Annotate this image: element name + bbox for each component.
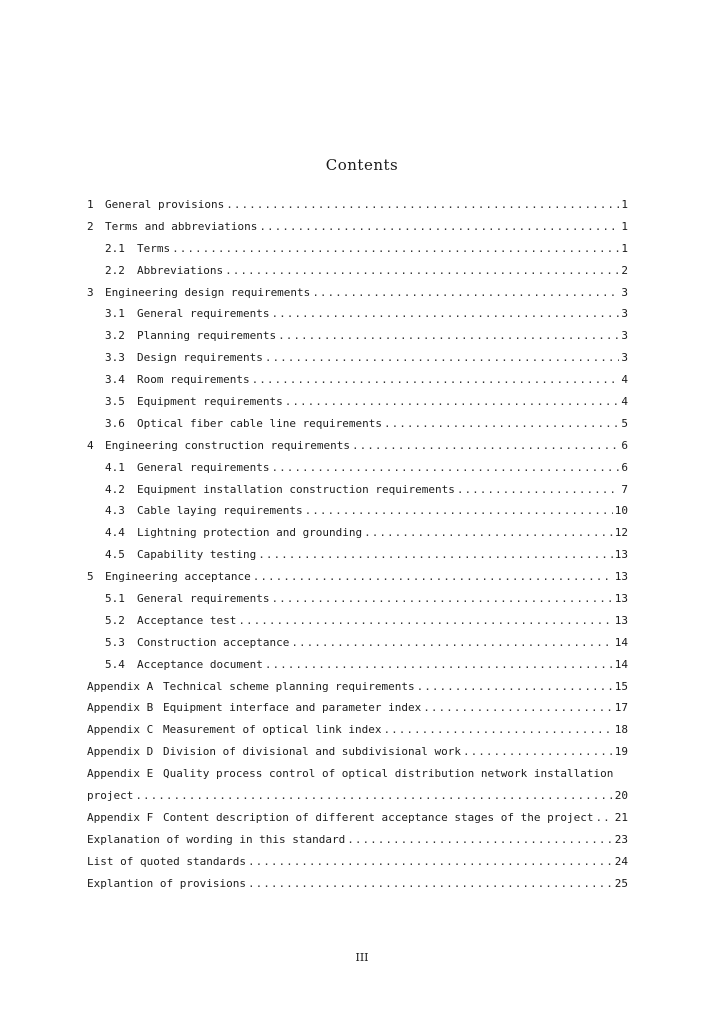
toc-entry-number: 2.2 [105,263,125,277]
toc-entry[interactable] [87,592,628,614]
toc-dot-leader [271,592,612,605]
toc-entry-number: Appendix E [87,767,154,781]
toc-dot-leader [423,701,612,714]
toc-entry[interactable] [87,658,628,680]
toc-entry-title: Quality process control of optical distribution network installation [163,767,614,781]
toc-dot-leader [291,636,612,649]
toc-entry-page: 21 [614,810,628,824]
toc-entry-title: Equipment interface and parameter index [163,701,422,715]
toc-entry-number: Appendix F [87,810,154,824]
toc-entry-number: 4.2 [105,482,125,496]
toc-dot-leader [364,526,613,539]
toc-entry[interactable] [87,329,628,351]
toc-entry[interactable] [87,373,628,395]
toc-entry-title: General requirements [137,460,270,474]
toc-entry-page: 13 [614,613,628,627]
toc-entry[interactable] [87,395,628,417]
toc-entry-page: 13 [614,592,628,606]
toc-entry-page: 14 [614,635,628,649]
toc-entry-page: 7 [621,482,628,496]
toc-entry-title: Cable laying requirements [137,504,303,518]
toc-dot-leader [463,745,613,758]
toc-entry-number: 5 [87,570,94,584]
toc-entry-number: 3.6 [105,416,125,430]
toc-entry-number: 1 [87,198,94,211]
toc-entry-page: 4 [621,395,628,409]
toc-entry-title: Room requirements [137,373,250,387]
toc-dot-leader [248,877,613,890]
toc-dot-leader [595,811,612,824]
toc-entry-page: 1 [621,219,628,233]
table-of-contents [87,198,628,899]
toc-dot-leader [457,483,619,496]
toc-entry-page: 14 [614,657,628,671]
toc-entry-page: 3 [621,307,628,321]
toc-entry[interactable] [87,242,628,264]
toc-entry-number: 2 [87,219,94,233]
toc-entry-number: 4.5 [105,548,125,562]
toc-entry-page: 2 [621,263,628,277]
toc-entry-page: 4 [621,373,628,387]
toc-entry-page: 18 [614,723,628,737]
toc-entry-title: Lightning protection and grounding [137,526,363,540]
toc-entry[interactable] [87,417,628,439]
toc-entry-number: 3.3 [105,351,125,365]
toc-entry-page: 1 [621,198,628,211]
toc-entry-page: 17 [614,701,628,715]
toc-entry-page: 6 [621,438,628,452]
toc-entry-page: 23 [614,832,628,846]
toc-entry-title: project [87,789,134,803]
toc-entry-number: 4 [87,438,94,452]
toc-entry-page: 10 [614,504,628,518]
toc-dot-leader [417,680,613,693]
toc-entry-page: 12 [614,526,628,540]
toc-dot-leader [285,395,620,408]
toc-entry-title: Measurement of optical link index [163,723,382,737]
toc-dot-leader [252,373,620,386]
toc-entry-number: 3.5 [105,395,125,409]
toc-dot-leader [248,855,613,868]
toc-entry-title: Design requirements [137,351,263,365]
toc-dot-leader [238,614,612,627]
toc-dot-leader [384,417,619,430]
toc-dot-leader [278,329,619,342]
toc-entry-title: Explantion of provisions [87,876,246,890]
toc-entry-title: Engineering construction requirements [105,438,351,452]
toc-entry[interactable] [87,701,628,723]
toc-entry-page: 19 [614,745,628,759]
toc-dot-leader [259,220,619,233]
toc-entry-title: General requirements [137,307,270,321]
toc-entry-number: 3.2 [105,329,125,343]
toc-entry[interactable] [87,745,628,767]
toc-entry[interactable] [87,570,628,592]
toc-entry-title: Engineering design requirements [105,285,311,299]
toc-entry[interactable] [87,548,628,570]
toc-dot-leader [271,461,619,474]
toc-entry[interactable] [87,855,628,877]
toc-entry-title: Abbreviations [137,263,224,277]
toc-entry[interactable] [87,877,628,899]
toc-dot-leader [312,286,619,299]
toc-entry-title: Terms and abbreviations [105,219,258,233]
toc-entry-page: 24 [614,854,628,868]
toc-entry-page: 1 [621,241,628,255]
toc-entry-page: 15 [614,679,628,693]
toc-entry-number: Appendix C [87,723,154,737]
toc-entry-title: Planning requirements [137,329,277,343]
toc-dot-leader [253,570,613,583]
toc-entry-page: 5 [621,416,628,430]
toc-dot-leader [135,789,612,802]
toc-entry[interactable] [87,636,628,658]
toc-entry-number: 5.4 [105,657,125,671]
toc-entry[interactable] [87,483,628,505]
toc-entry-number: 2.1 [105,241,125,255]
toc-dot-leader [271,307,619,320]
toc-entry-page: 13 [614,570,628,584]
toc-entry-title: Construction acceptance [137,635,290,649]
toc-entry-title: Acceptance test [137,613,237,627]
toc-entry-title: Equipment requirements [137,395,283,409]
toc-entry-title: Engineering acceptance [105,570,251,584]
toc-entry-title: Equipment installation construction requirements [137,482,455,496]
toc-entry-page: 20 [614,789,628,803]
toc-entry[interactable] [87,504,628,526]
toc-dot-leader [384,723,613,736]
toc-entry-title: Optical fiber cable line requirements [137,416,383,430]
toc-entry-number: Appendix B [87,701,154,715]
toc-entry[interactable] [87,439,628,461]
toc-entry[interactable] [87,833,628,855]
toc-entry[interactable] [87,680,628,702]
toc-entry-number: 5.3 [105,635,125,649]
toc-dot-leader [347,833,612,846]
toc-entry-number: 4.4 [105,526,125,540]
toc-entry[interactable] [87,286,628,308]
page-number-footer: III [355,951,369,964]
toc-dot-leader [352,439,619,452]
toc-entry[interactable] [87,811,628,833]
toc-entry-title: Division of divisional and subdivisional work [163,745,462,759]
toc-entry-number: 4.1 [105,460,125,474]
toc-dot-leader [258,548,613,561]
toc-entry[interactable] [87,198,628,220]
toc-entry-number: Appendix A [87,679,154,693]
toc-entry-page: 3 [621,351,628,365]
toc-entry-page: 25 [614,876,628,890]
toc-dot-leader [265,351,620,364]
toc-entry[interactable] [87,723,628,745]
toc-entry-number: 5.1 [105,592,125,606]
toc-entry-number: 3.4 [105,373,125,387]
toc-entry[interactable] [87,220,628,242]
toc-entry-page: 3 [621,285,628,299]
toc-entry-number: 3.1 [105,307,125,321]
toc-entry-appendix-e-continued[interactable] [87,789,628,811]
toc-entry[interactable] [87,461,628,483]
toc-entry-title: Technical scheme planning requirements [163,679,415,693]
toc-entry-appendix-e[interactable] [87,767,628,789]
toc-dot-leader [172,242,619,255]
toc-entry[interactable] [87,614,628,636]
toc-entry-title: Capability testing [137,548,257,562]
toc-dot-leader [305,504,613,517]
toc-entry[interactable] [87,307,628,329]
toc-entry-number: 3 [87,285,94,299]
toc-entry-title: Acceptance document [137,657,263,671]
page-title: Contents [325,156,399,174]
toc-dot-leader [226,198,619,211]
toc-entry-title: Explanation of wording in this standard [87,832,346,846]
toc-entry-title: List of quoted standards [87,854,246,868]
toc-entry-number: 5.2 [105,613,125,627]
toc-dot-leader [265,658,613,671]
toc-entry-title: Terms [137,241,171,255]
toc-entry[interactable] [87,264,628,286]
toc-entry-title: General requirements [137,592,270,606]
toc-dot-leader [225,264,619,277]
toc-entry[interactable] [87,351,628,373]
toc-entry-title: General provisions [105,198,225,211]
toc-entry-page: 6 [621,460,628,474]
toc-entry-number: Appendix D [87,745,154,759]
toc-entry-page: 3 [621,329,628,343]
toc-entry-number: 4.3 [105,504,125,518]
toc-entry-page: 13 [614,548,628,562]
toc-entry[interactable] [87,526,628,548]
toc-entry-title: Content description of different acceptance stages of the project [163,810,594,824]
